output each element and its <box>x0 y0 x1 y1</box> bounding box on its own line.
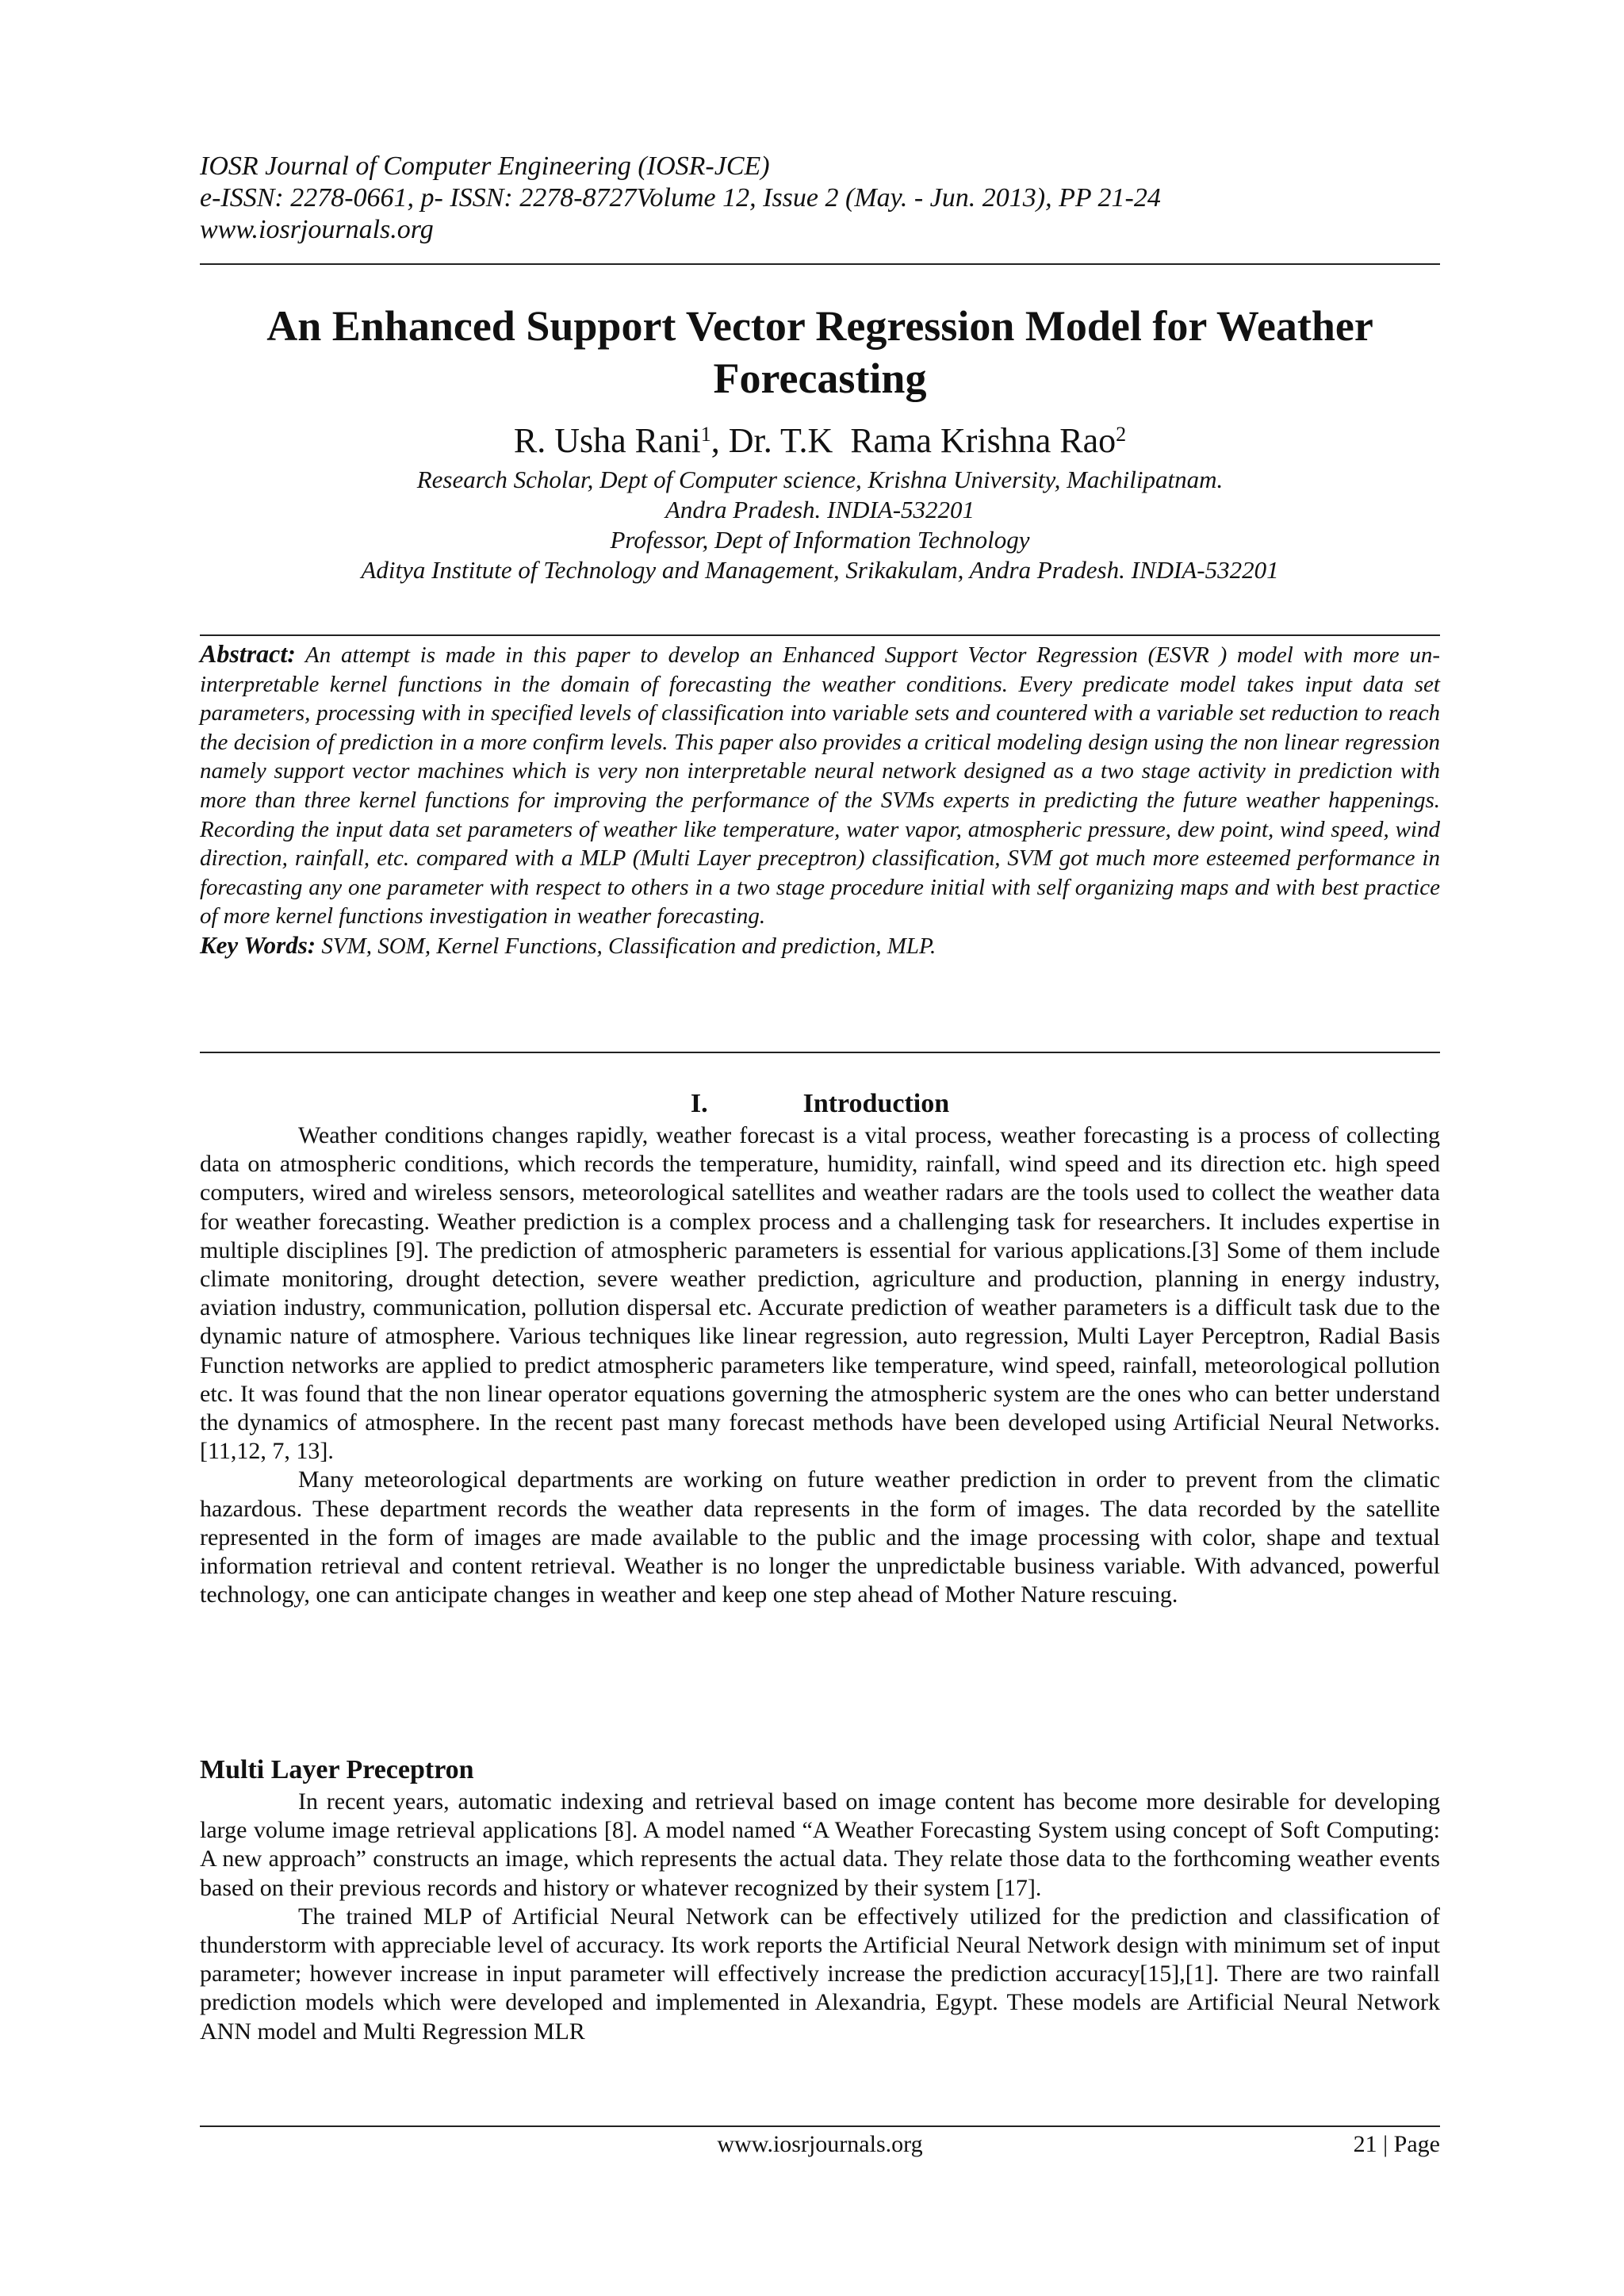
journal-header <box>200 151 1440 246</box>
keywords-text: SVM, SOM, Kernel Functions, Classification and prediction, MLP. <box>316 933 936 959</box>
author-1-sup: 1 <box>700 423 711 446</box>
abstract-text: An attempt is made in this paper to develop an Enhanced Support Vector Regression (ESVR ) model with more un-interpretable kernel functions in the domain of forecasting the weather conditions. Every predicate model takes input data set parameters, processing with in specified levels of classification into variable sets and countered with a variable set reduction to reach the decision of prediction in a more confirm levels. This paper also provides a critical modeling design using the non linear regression namely support vector machines which is very non interpretable neural network designed as a two stage activity in prediction with more than three kernel functions for improving the performance of the SVMs experts in predicting the future weather happenings. Recording the input data set parameters of weather like temperature, water vapor, atmospheric pressure, dew point, wind speed, wind direction, rainfall, etc. compared with a MLP (Multi Layer preceptron) classification, SVM got much more esteemed performance in forecasting any one parameter with respect to others in a two stage procedure initial with self organizing maps and with best practice of more kernel functions investigation in weather forecasting. <box>200 642 1440 930</box>
abstract-body <box>200 639 1440 931</box>
paragraph: The trained MLP of Artificial Neural Network can be effectively utilized for the prediction and classification of thunderstorm with appreciable level of accuracy. Its work reports the Artificial Neural Network design with minimum set of input parameter; however increase in input parameter will effectively increase the prediction accuracy[15],[1]. There are two rainfall prediction models which were developed and implemented in Alexandria, Egypt. These models are Artificial Neural Network ANN model and Multi Regression MLR <box>200 1903 1440 2045</box>
abstract-label: Abstract: <box>200 639 296 668</box>
page-number: 21 | Page <box>1353 2131 1440 2157</box>
header-rule <box>200 263 1440 265</box>
author-1: R. Usha Rani <box>513 421 701 460</box>
journal-name: IOSR Journal of Computer Engineering (IOSR-JCE) <box>200 151 770 181</box>
subsection-heading: Multi Layer Preceptron <box>200 1755 474 1784</box>
introduction-body <box>200 1121 1440 1609</box>
section-title: Introduction <box>802 1089 950 1118</box>
footer-website: www.iosrjournals.org <box>717 2131 923 2157</box>
paragraph: Many meteorological departments are working on future weather prediction in order to prevent from the climatic hazardous. These department records the weather data represents in the form of images. The data recorded by the satellite represented in the form of images are made available to the public and the image processing with color, shape and textual information retrieval and content retrieval. Weather is no longer the unpredictable business variable. With advanced, powerful technology, one can anticipate changes in weather and keep one step ahead of Mother Nature rescuing. <box>200 1466 1440 1608</box>
paper-title: An Enhanced Support Vector Regression Model for Weather Forecasting <box>266 302 1373 402</box>
paragraph: Weather conditions changes rapidly, weather forecast is a vital process, weather forecasting is a process of collecting data on atmospheric conditions, which records the temperature, humidity, rainfall, wind speed and its direction etc. high speed computers, wired and wireless sensors, meteorological satellites and weather radars are the tools used to collect the weather data for weather forecasting. Weather prediction is a complex process and a challenging task for researchers. It includes expertise in multiple disciplines [9]. The prediction of atmospheric parameters is essential for various applications.[3] Some of them include climate monitoring, drought detection, severe weather prediction, agriculture and production, planning in energy industry, aviation industry, communication, pollution dispersal etc. Accurate prediction of weather parameters is a difficult task due to the dynamic nature of atmosphere. Various techniques like linear regression, auto regression, Multi Layer Perceptron, Radial Basis Function networks are applied to predict atmospheric parameters like temperature, wind speed, rainfall, meteorological pollution etc. It was found that the non linear operator equations governing the atmospheric system are the ones who can better understand the dynamics of atmosphere. In the recent past many forecast methods have been developed using Artificial Neural Networks.[11,12, 7, 13]. <box>200 1122 1440 1465</box>
section-number: I. <box>690 1089 708 1118</box>
abstract <box>200 639 1440 960</box>
abstract-bottom-rule <box>200 1052 1440 1053</box>
author-separator: , <box>710 421 729 460</box>
footer-rule <box>200 2125 1440 2127</box>
paragraph: In recent years, automatic indexing and retrieval based on image content has become more desirable for developing large volume image retrieval applications [8]. A model named “A Weather Forecasting System using concept of Soft Computing: A new approach” constructs an image, which represents the actual data. They relate those data to the forthcoming weather events based on their previous records and history or whatever recognized by their system [17]. <box>200 1788 1440 1901</box>
subsection-body <box>200 1788 1440 2046</box>
affiliations <box>200 465 1440 585</box>
keywords-label: Key Words: <box>200 930 316 959</box>
section-heading <box>200 1088 1440 1120</box>
journal-issn: e-ISSN: 2278-0661, p- ISSN: 2278-8727Volume 12, Issue 2 (May. - Jun. 2013), PP 21-24 <box>200 183 1161 213</box>
keywords <box>200 931 1440 960</box>
author-2: Dr. T.K Rama Krishna Rao <box>728 421 1116 460</box>
affiliation-line: Aditya Institute of Technology and Management, Srikakulam, Andra Pradesh. INDIA-532201 <box>361 556 1279 584</box>
affiliation-line: Andra Pradesh. INDIA-532201 <box>665 496 975 523</box>
authors <box>200 420 1440 462</box>
journal-website: www.iosrjournals.org <box>200 215 434 244</box>
affiliation-line: Professor, Dept of Information Technology <box>610 526 1030 554</box>
author-2-sup: 2 <box>1116 423 1127 446</box>
abstract-top-rule <box>200 634 1440 636</box>
affiliation-line: Research Scholar, Dept of Computer science, Krishna University, Machilipatnam. <box>416 466 1224 493</box>
